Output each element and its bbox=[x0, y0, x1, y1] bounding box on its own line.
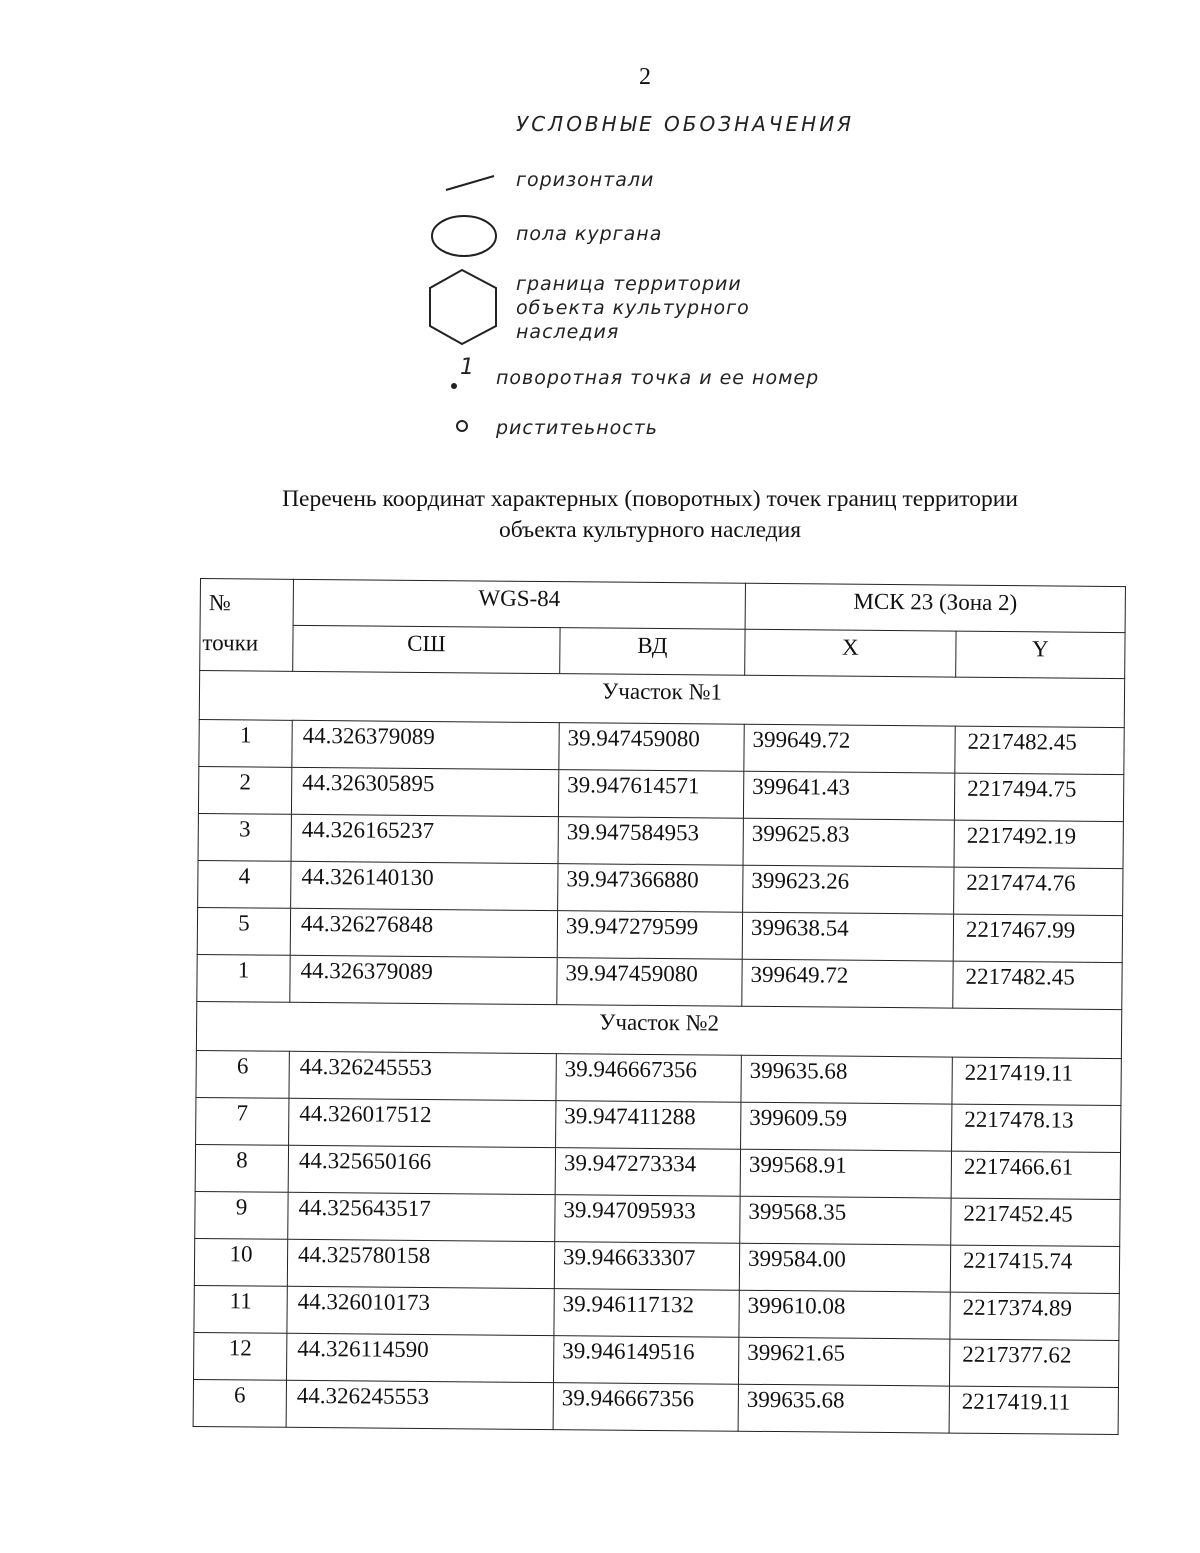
cell-lat: 44.326276848 bbox=[290, 908, 557, 957]
cell-x: 399568.35 bbox=[740, 1196, 951, 1245]
cell-lon: 39.947366880 bbox=[558, 864, 743, 913]
cell-point-number: 6 bbox=[196, 1050, 289, 1098]
legend-label-mound: пола кургана bbox=[516, 223, 663, 245]
table-row bbox=[195, 1191, 1120, 1246]
cell-y: 2217482.45 bbox=[955, 726, 1124, 774]
cell-x: 399649.72 bbox=[742, 959, 953, 1008]
table-row bbox=[198, 813, 1123, 868]
cell-point-number: 1 bbox=[197, 954, 290, 1002]
cell-x: 399623.26 bbox=[743, 865, 954, 914]
cell-lat: 44.325643517 bbox=[288, 1192, 555, 1241]
header-num-label: точки bbox=[202, 630, 259, 656]
cell-point-number: 12 bbox=[194, 1332, 287, 1380]
table-title-line1: Перечень координат характерных (поворотных) точек границ территории bbox=[282, 486, 1018, 512]
table-row bbox=[197, 954, 1122, 1009]
cell-y: 2217482.45 bbox=[953, 961, 1122, 1009]
cell-point-number: 11 bbox=[194, 1285, 287, 1333]
cell-lon: 39.947279599 bbox=[557, 911, 742, 960]
cell-y: 2217466.61 bbox=[951, 1151, 1120, 1199]
cell-x: 399635.68 bbox=[738, 1384, 949, 1433]
cell-lon: 39.947459080 bbox=[559, 723, 744, 772]
cell-lat: 44.326379089 bbox=[292, 720, 559, 769]
table-row bbox=[196, 1097, 1121, 1152]
cell-point-number: 3 bbox=[198, 813, 291, 861]
cell-lon: 39.946149516 bbox=[553, 1336, 738, 1385]
cell-x: 399638.54 bbox=[742, 912, 953, 961]
section-title: Участок №1 bbox=[199, 671, 1124, 728]
cell-x: 399635.68 bbox=[741, 1055, 952, 1104]
header-wgs84: WGS-84 bbox=[293, 579, 745, 629]
header-lat: СШ bbox=[293, 625, 560, 673]
cell-lat: 44.326165237 bbox=[291, 814, 558, 863]
cell-y: 2217467.99 bbox=[953, 914, 1122, 962]
cell-point-number: 10 bbox=[194, 1238, 287, 1286]
cell-lat: 44.326245553 bbox=[289, 1051, 556, 1100]
cell-lat: 44.326114590 bbox=[287, 1333, 554, 1382]
header-point-number bbox=[200, 579, 294, 672]
header-y: Y bbox=[956, 631, 1125, 678]
cell-lat: 44.326245553 bbox=[286, 1380, 553, 1429]
table-row bbox=[198, 860, 1123, 915]
circle-icon bbox=[452, 416, 472, 436]
table-title-line2: объекта культурного наследия bbox=[498, 517, 802, 543]
cell-lon: 39.946117132 bbox=[554, 1289, 739, 1338]
cell-lat: 44.326017512 bbox=[289, 1098, 556, 1147]
cell-y: 2217492.19 bbox=[954, 820, 1123, 868]
cell-point-number: 8 bbox=[195, 1144, 288, 1192]
cell-lon: 39.947584953 bbox=[558, 817, 743, 866]
cell-y: 2217494.75 bbox=[954, 773, 1123, 821]
table-row bbox=[198, 766, 1123, 821]
section-title: Участок №2 bbox=[196, 1001, 1121, 1058]
cell-lon: 39.947411288 bbox=[556, 1101, 741, 1150]
table-title bbox=[150, 484, 1150, 546]
cell-y: 2217478.13 bbox=[952, 1104, 1121, 1152]
header-x: X bbox=[745, 629, 956, 677]
legend-point-number: 1 bbox=[460, 355, 475, 380]
ellipse-icon bbox=[428, 212, 502, 260]
cell-x: 399610.08 bbox=[739, 1290, 950, 1339]
cell-x: 399625.83 bbox=[743, 818, 954, 867]
cell-lat: 44.326140130 bbox=[291, 861, 558, 910]
cell-lat: 44.326305895 bbox=[291, 767, 558, 816]
coordinates-table bbox=[193, 578, 1126, 1435]
legend-label-turning-point: поворотная точка и ее номер bbox=[496, 367, 820, 389]
cell-x: 399641.43 bbox=[743, 771, 954, 820]
cell-y: 2217474.76 bbox=[954, 867, 1123, 915]
cell-lon: 39.946667356 bbox=[556, 1054, 741, 1103]
cell-y: 2217419.11 bbox=[952, 1057, 1121, 1105]
table-row bbox=[194, 1332, 1119, 1387]
cell-point-number: 2 bbox=[198, 766, 291, 814]
table-row bbox=[194, 1285, 1119, 1340]
cell-point-number: 7 bbox=[196, 1097, 289, 1145]
cell-x: 399621.65 bbox=[738, 1337, 949, 1386]
cell-y: 2217374.89 bbox=[950, 1292, 1119, 1340]
cell-lon: 39.947095933 bbox=[555, 1195, 740, 1244]
cell-point-number: 4 bbox=[198, 860, 291, 908]
cell-lat: 44.326010173 bbox=[287, 1286, 554, 1335]
page-number: 2 bbox=[639, 64, 651, 90]
cell-y: 2217377.62 bbox=[949, 1339, 1118, 1387]
hexagon-icon bbox=[424, 266, 502, 348]
cell-lon: 39.947459080 bbox=[557, 958, 742, 1007]
header-num-symbol: № bbox=[208, 590, 231, 616]
cell-x: 399649.72 bbox=[744, 724, 955, 773]
table-row bbox=[199, 719, 1124, 774]
table-row bbox=[193, 1379, 1118, 1434]
cell-x: 399609.59 bbox=[741, 1102, 952, 1151]
cell-lon: 39.947614571 bbox=[558, 770, 743, 819]
cell-point-number: 6 bbox=[193, 1379, 286, 1427]
cell-lat: 44.325650166 bbox=[288, 1145, 555, 1194]
header-msk23: МСК 23 (Зона 2) bbox=[745, 583, 1125, 632]
cell-point-number: 1 bbox=[199, 719, 292, 767]
section-row bbox=[196, 1001, 1121, 1058]
cell-point-number: 5 bbox=[197, 907, 290, 955]
legend-label-vegetation: риститеьность bbox=[496, 417, 658, 439]
cell-lon: 39.946633307 bbox=[554, 1242, 739, 1291]
cell-x: 399584.00 bbox=[739, 1243, 950, 1292]
section-row bbox=[199, 671, 1124, 728]
legend-label-contours: горизонтали bbox=[516, 169, 655, 191]
legend-label-boundary: граница территории объекта культурного наследия bbox=[516, 273, 750, 343]
table-row bbox=[195, 1144, 1120, 1199]
cell-y: 2217419.11 bbox=[949, 1386, 1118, 1434]
cell-x: 399568.91 bbox=[740, 1149, 951, 1198]
cell-y: 2217415.74 bbox=[950, 1245, 1119, 1293]
table-row bbox=[194, 1238, 1119, 1293]
table-row bbox=[196, 1050, 1121, 1105]
cell-lon: 39.947273334 bbox=[555, 1148, 740, 1197]
header-lon: ВД bbox=[560, 628, 745, 676]
cell-lat: 44.326379089 bbox=[290, 955, 557, 1004]
cell-y: 2217452.45 bbox=[951, 1198, 1120, 1246]
cell-point-number: 9 bbox=[195, 1191, 288, 1239]
table-header-row bbox=[200, 579, 1125, 633]
legend-title: УСЛОВНЫЕ ОБОЗНАЧЕНИЯ bbox=[516, 112, 855, 136]
table-subheader-row bbox=[200, 625, 1125, 679]
contour-line-icon bbox=[442, 170, 500, 194]
cell-lon: 39.946667356 bbox=[553, 1383, 738, 1432]
cell-lat: 44.325780158 bbox=[287, 1239, 554, 1288]
table-row bbox=[197, 907, 1122, 962]
